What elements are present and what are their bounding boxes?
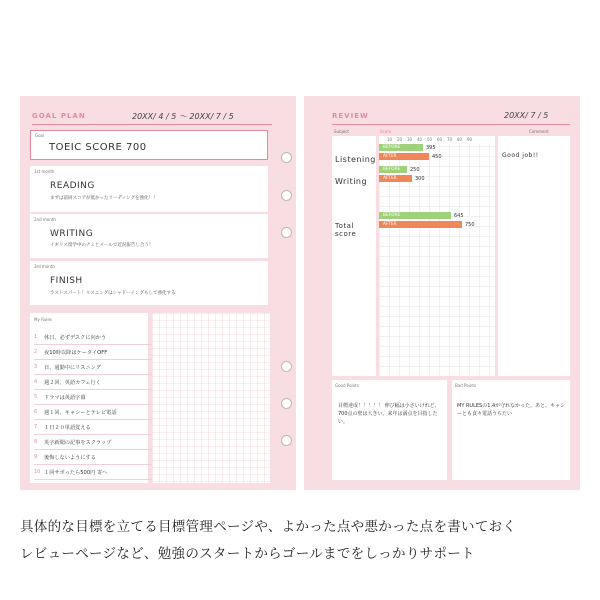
goal-plan-date-range: 20XX/ 4 / 5 ～ 20XX/ 7 / 5 (132, 112, 234, 121)
caption-line-2: レビューページなど、勉強のスタートからゴールまでをしっかりサポート (20, 546, 475, 562)
month-heading: READING (50, 181, 95, 191)
rule-number: 10 (34, 469, 41, 475)
month-card-1 (30, 166, 268, 212)
rule-number: 6 (34, 409, 38, 415)
before-value: 250 (410, 167, 420, 173)
binder-hole (281, 398, 292, 409)
before-bar: BEFORE (379, 144, 423, 151)
scale-tick: 30 (407, 137, 413, 142)
rule-row (34, 435, 154, 450)
scale-tick: 50 (427, 137, 433, 142)
subject-name: Writing (335, 177, 368, 186)
before-value: 395 (426, 145, 436, 151)
scale-tick: 20 (397, 137, 403, 142)
rule-text: 夜10時以降はケータイOFF (44, 349, 108, 356)
binder-hole (281, 152, 292, 163)
grid-area (152, 313, 270, 483)
rule-text: 週１回、キャシーとテレビ電話 (44, 409, 117, 416)
before-bar: BEFORE (379, 166, 407, 173)
rule-text: 後悔しないようにする (44, 454, 96, 461)
binder-hole (281, 361, 292, 372)
rule-row (34, 450, 154, 465)
bad-points-label: Bad Points (455, 383, 477, 388)
month-heading: FINISH (50, 276, 83, 286)
review-title: REVIEW (332, 112, 369, 120)
scale-tick: 80 (457, 137, 463, 142)
my-rules-box (30, 313, 148, 483)
before-bar: BEFORE (379, 212, 451, 219)
rule-number: 8 (34, 439, 38, 445)
bad-points-text: MY RULESの1,4が守れなかった。あと、キャシーとも食々電話うちたい (457, 403, 566, 417)
subject-column (332, 136, 376, 376)
rule-number: 4 (34, 379, 38, 385)
review-date: 20XX/ 7 / 5 (504, 111, 549, 120)
month-card-3 (30, 261, 268, 305)
rule-text: １回サボったら500円 寄へ (44, 469, 108, 476)
rule-row (34, 465, 154, 480)
comment-column (498, 136, 570, 376)
goal-text: TOEIC SCORE 700 (49, 142, 147, 153)
caption-line-1: 具体的な目標を立てる目標管理ページや、よかった点や悪かった点を書いておく (20, 519, 517, 535)
rule-text: 休日、必ずデスクに向かう (44, 334, 107, 341)
good-points-label: Good Points (335, 383, 359, 388)
goal-plan-title: GOAL PLAN (32, 112, 86, 120)
before-value: 645 (454, 213, 464, 219)
after-value: 450 (432, 154, 442, 160)
month-note: ラストスパート！リスニングはシャドーイングもして強化する (50, 291, 176, 296)
rule-number: 7 (34, 424, 38, 430)
scale-tick: 70 (447, 137, 453, 142)
after-bar: AFTER (379, 221, 462, 228)
rule-number: 3 (34, 364, 38, 370)
rule-row (34, 360, 154, 375)
rule-number: 9 (34, 454, 38, 460)
month-label: 1st month (34, 169, 55, 174)
good-points-box (332, 380, 447, 480)
binder-hole (281, 190, 292, 201)
goal-box (30, 130, 268, 160)
goal-plan-page (20, 96, 296, 490)
rule-text: １日２０単語覚える (44, 424, 91, 431)
month-label: 2nd month (34, 217, 56, 222)
goal-label: Goal (35, 133, 45, 138)
header-divider (32, 124, 272, 125)
comment-text: Good job!! (502, 152, 539, 159)
scale-tick: 60 (437, 137, 443, 142)
scale-tick: 90 (467, 137, 473, 142)
month-label: 3rd month (34, 264, 55, 269)
rule-row (34, 375, 154, 390)
binder-hole (281, 227, 292, 238)
review-page (304, 96, 580, 490)
month-card-2 (30, 214, 268, 258)
col-subject-label: Subject (334, 129, 349, 134)
rule-text: 日、通勤中にリスニング (44, 364, 101, 371)
rules-label: My Rules (34, 317, 52, 322)
after-value: 300 (415, 176, 425, 182)
rule-row (34, 390, 154, 405)
rule-row (34, 330, 154, 345)
scale-tick: 40 (417, 137, 423, 142)
rule-text: 英字新聞の記事をスクラップ (44, 439, 112, 446)
rule-text: ドラマは英語字幕 (44, 394, 86, 401)
after-bar: AFTER (379, 153, 429, 160)
col-comment-label: Comment (529, 129, 549, 134)
header-divider (332, 124, 570, 125)
month-note: イギリス留学中のナミとメールで近況報告し合う！ (50, 243, 154, 248)
subject-name: Listening (335, 155, 376, 164)
month-heading: WRITING (50, 229, 94, 239)
bad-points-box (452, 380, 570, 480)
month-note: まずは前回スコアが低かったリーディングを強化！！ (50, 196, 158, 201)
subject-name: Total score (335, 222, 357, 238)
rule-text: 週２回、英語カフェ行く (44, 379, 101, 386)
good-points-text: 目標達成！！！！！ 伸び幅は小さいけれど、700点の壁は大きい。来年は満点を目指したい。 (338, 403, 440, 425)
after-value: 750 (465, 222, 475, 228)
rule-number: 5 (34, 394, 38, 400)
rule-number: 2 (34, 349, 38, 355)
rule-row (34, 420, 154, 435)
rule-row (34, 405, 154, 420)
binder-hole (281, 435, 292, 446)
scale-tick: 10 (387, 137, 393, 142)
col-score-label: Score (380, 129, 392, 134)
rule-number: 1 (34, 334, 38, 340)
after-bar: AFTER (379, 175, 412, 182)
rule-row (34, 345, 154, 360)
